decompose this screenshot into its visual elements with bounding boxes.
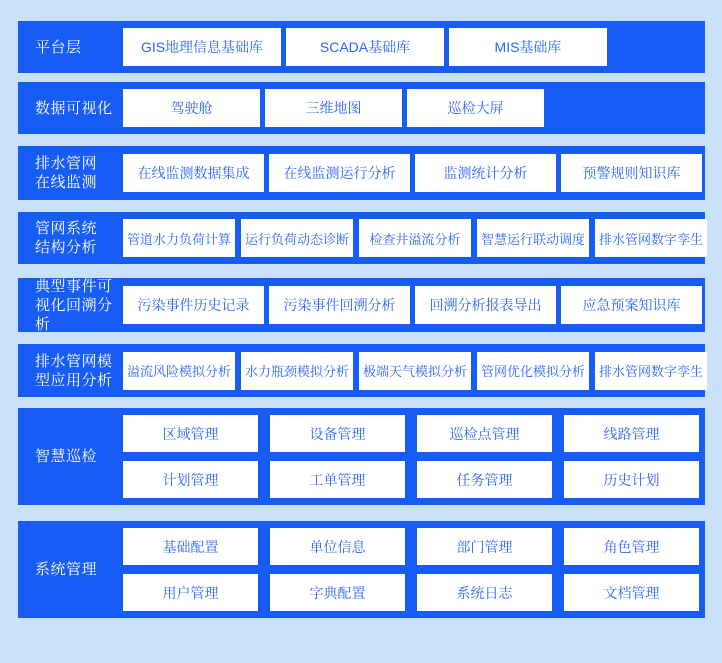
- menu-button[interactable]: 角色管理: [564, 528, 699, 565]
- module-label-line: 管网系统: [35, 220, 98, 237]
- menu-button[interactable]: 预警规则知识库: [561, 154, 702, 192]
- module-row: [18, 82, 705, 134]
- module-label: [18, 408, 123, 505]
- module-label-line: 型应用分析: [35, 371, 113, 389]
- module-row: [18, 21, 705, 73]
- menu-button[interactable]: 回溯分析报表导出: [415, 286, 556, 324]
- platform-architecture-panel: [0, 21, 722, 663]
- module-buttons-group: [123, 278, 705, 332]
- menu-button[interactable]: 水力瓶颈模拟分析: [241, 352, 353, 390]
- module-label-line: 排水管网: [35, 155, 98, 172]
- module-label: [18, 21, 123, 73]
- module-buttons-group: [123, 344, 707, 397]
- menu-button[interactable]: 污染事件历史记录: [123, 286, 264, 324]
- module-label-line: 视化回溯分析: [35, 296, 113, 333]
- menu-button[interactable]: 文档管理: [564, 574, 699, 611]
- module-label-line: 平台层: [35, 38, 82, 56]
- menu-button[interactable]: 应急预案知识库: [561, 286, 702, 324]
- module-label: [18, 146, 123, 200]
- menu-button[interactable]: 驾驶舱: [123, 89, 260, 127]
- menu-button[interactable]: 管网优化模拟分析: [477, 352, 589, 390]
- menu-button[interactable]: 单位信息: [270, 528, 405, 565]
- module-row: [18, 212, 705, 264]
- module-label: [18, 212, 123, 264]
- module-label-line: 系统管理: [35, 561, 98, 578]
- menu-button[interactable]: 任务管理: [417, 461, 552, 498]
- menu-button[interactable]: 历史计划: [564, 461, 699, 498]
- module-buttons-group: [123, 521, 705, 618]
- menu-button[interactable]: 字典配置: [270, 574, 405, 611]
- module-label-line: 智慧巡检: [35, 448, 98, 465]
- menu-button[interactable]: 检查井溢流分析: [359, 219, 471, 257]
- menu-button[interactable]: GIS地理信息基础库: [123, 28, 281, 66]
- menu-button[interactable]: 智慧运行联动调度: [477, 219, 589, 257]
- module-row: [18, 408, 705, 505]
- menu-button[interactable]: 排水管网数字孪生: [595, 352, 707, 390]
- module-buttons-group: [123, 212, 707, 264]
- menu-button[interactable]: 监测统计分析: [415, 154, 556, 192]
- module-label-line: 典型事件可: [35, 277, 113, 295]
- menu-button[interactable]: 巡检点管理: [417, 415, 552, 452]
- menu-button[interactable]: 极端天气模拟分析: [359, 352, 471, 390]
- module-row: [18, 344, 705, 397]
- module-row: [18, 146, 705, 200]
- module-buttons-group: [123, 408, 705, 505]
- module-label-line: 排水管网模: [35, 352, 113, 370]
- menu-button[interactable]: 在线监测数据集成: [123, 154, 264, 192]
- menu-button[interactable]: SCADA基础库: [286, 28, 444, 66]
- module-label: [18, 278, 123, 332]
- module-label: [18, 82, 123, 134]
- menu-button[interactable]: 巡检大屏: [407, 89, 544, 127]
- menu-button[interactable]: 系统日志: [417, 574, 552, 611]
- module-buttons-group: [123, 21, 705, 73]
- menu-button[interactable]: 三维地图: [265, 89, 402, 127]
- menu-button[interactable]: 运行负荷动态诊断: [241, 219, 353, 257]
- module-label-line: 在线监测: [35, 174, 98, 191]
- menu-button[interactable]: MIS基础库: [449, 28, 607, 66]
- menu-button[interactable]: 排水管网数字孪生: [595, 219, 707, 257]
- menu-button[interactable]: 区域管理: [123, 415, 258, 452]
- menu-button[interactable]: 计划管理: [123, 461, 258, 498]
- menu-button[interactable]: 污染事件回溯分析: [269, 286, 410, 324]
- module-label-line: 数据可视化: [35, 99, 113, 117]
- menu-button[interactable]: 设备管理: [270, 415, 405, 452]
- module-buttons-group: [123, 146, 705, 200]
- menu-button[interactable]: 用户管理: [123, 574, 258, 611]
- module-label: [18, 344, 123, 397]
- menu-button[interactable]: 在线监测运行分析: [269, 154, 410, 192]
- menu-button[interactable]: 基础配置: [123, 528, 258, 565]
- menu-button[interactable]: 部门管理: [417, 528, 552, 565]
- menu-button[interactable]: 工单管理: [270, 461, 405, 498]
- module-label: [18, 521, 123, 618]
- menu-button[interactable]: 线路管理: [564, 415, 699, 452]
- module-label-line: 结构分析: [35, 239, 98, 256]
- module-row: [18, 278, 705, 332]
- module-row: [18, 521, 705, 618]
- module-buttons-group: [123, 82, 705, 134]
- menu-button[interactable]: 管道水力负荷计算: [123, 219, 235, 257]
- menu-button[interactable]: 溢流风险模拟分析: [123, 352, 235, 390]
- module-rows-container: [0, 21, 722, 618]
